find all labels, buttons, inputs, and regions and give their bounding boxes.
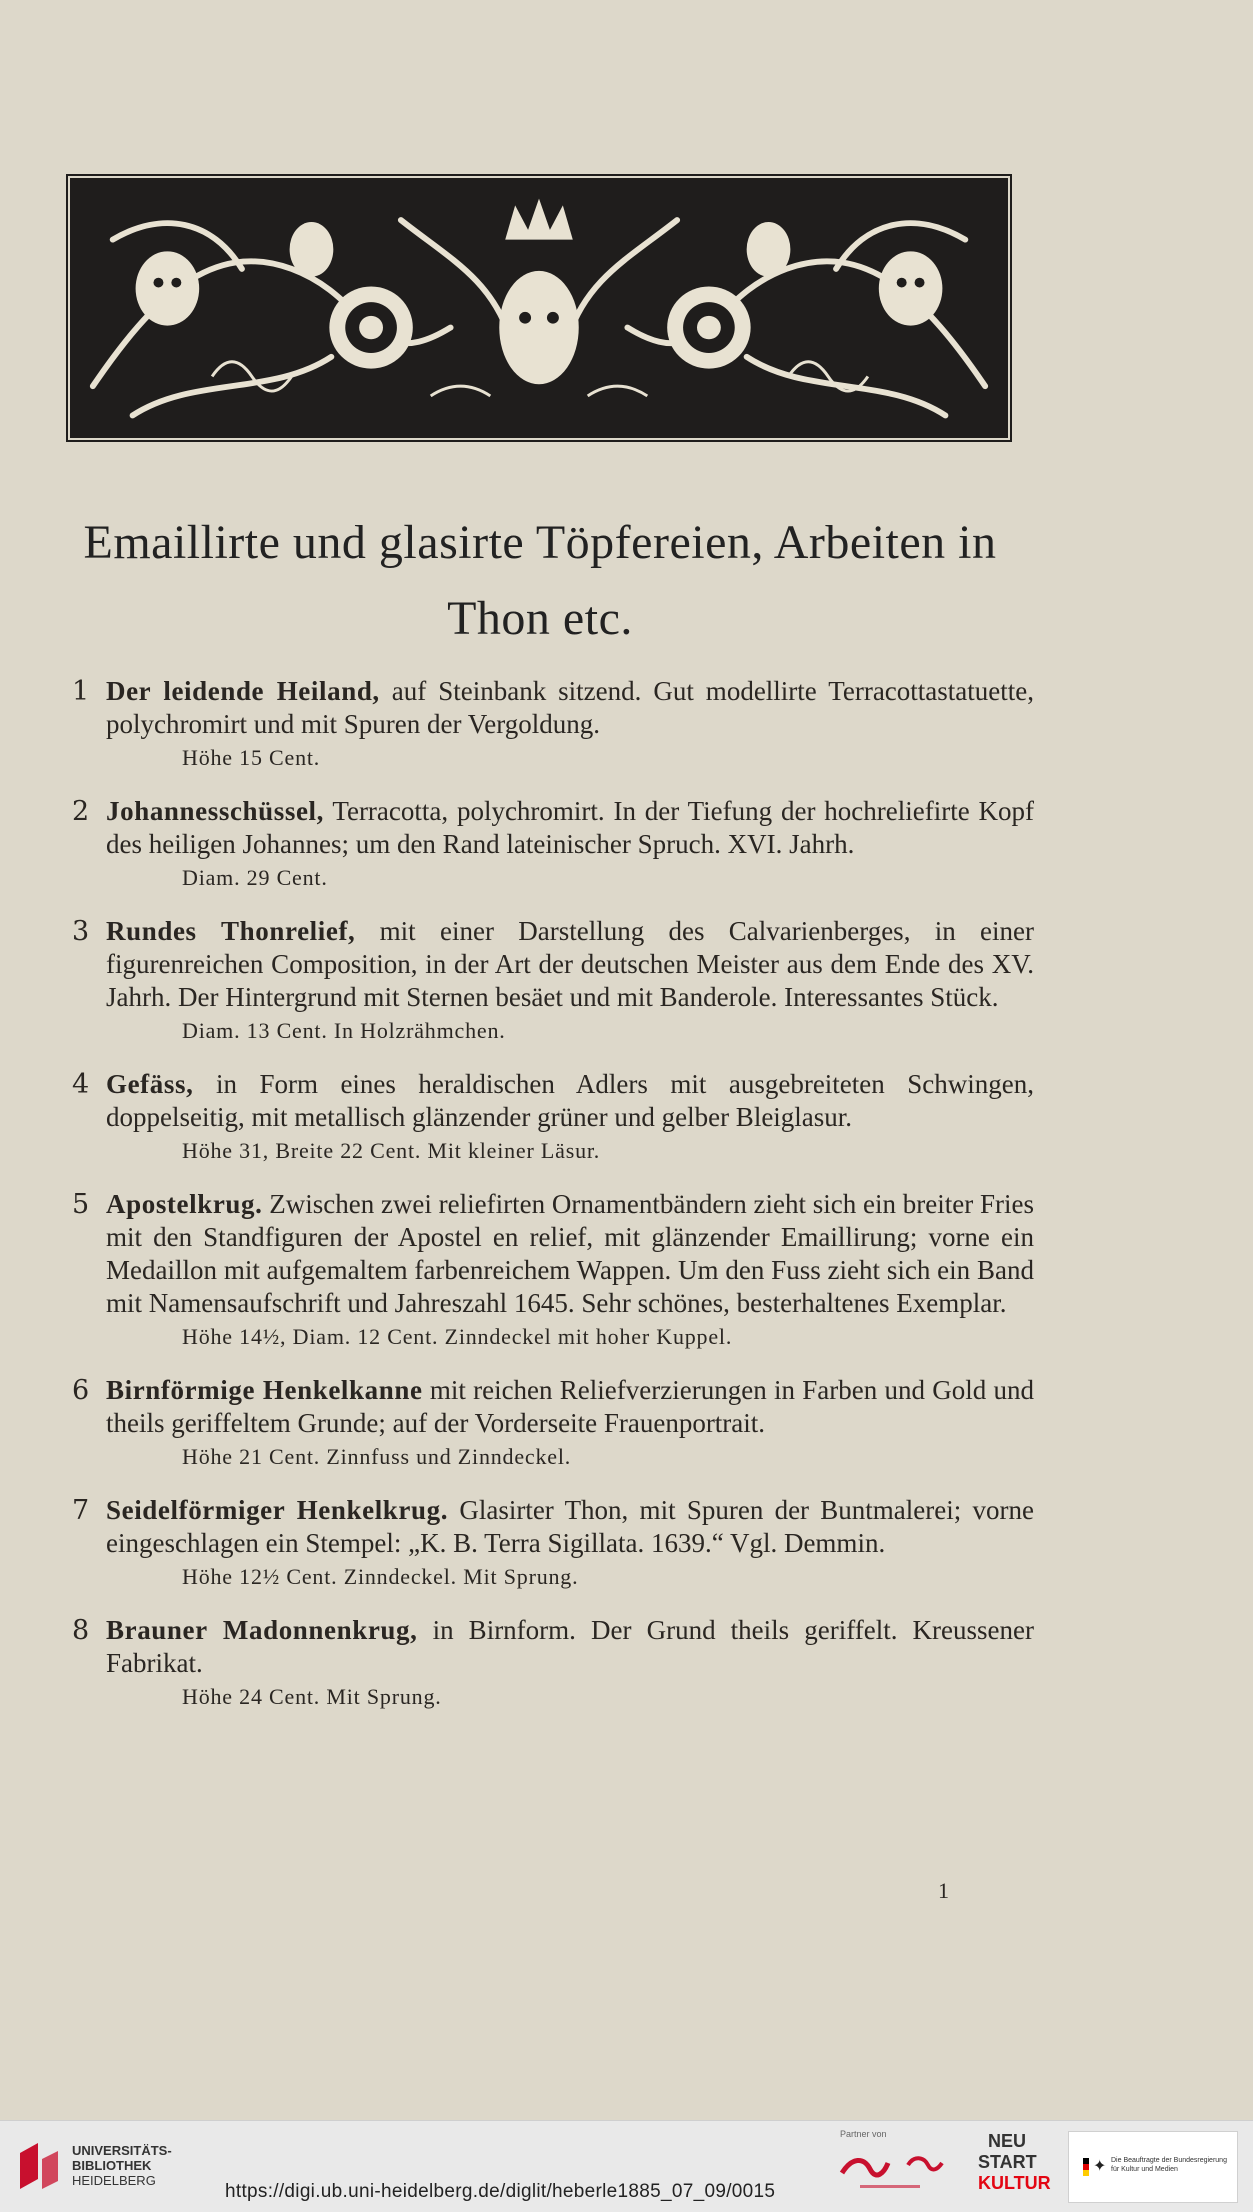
entry-meta: Diam. 13 Cent. In Holzrähmchen.: [182, 1018, 506, 1043]
entry-meta: Höhe 24 Cent. Mit Sprung.: [182, 1684, 442, 1709]
entry-description: [106, 675, 1034, 741]
entry-text: Glasirter Thon, mit Spuren der Buntmalerei; vorne eingeschlagen ein Stempel: „K. B. Terra Sigillata. 1639.“ Vgl. Demmin.: [106, 1495, 1034, 1558]
entry-number: 4: [72, 1069, 90, 1100]
entry-description: [106, 1068, 1034, 1134]
library-name[interactable]: [72, 2143, 172, 2188]
library-name-line-1: UNIVERSITÄTS-: [72, 2143, 172, 2158]
catalogue-entry: [72, 1614, 1034, 1712]
entry-number: 6: [72, 1375, 90, 1406]
catalogue-entry: [72, 1494, 1034, 1592]
library-name-line-2: BIBLIOTHEK: [72, 2158, 152, 2173]
entry-description: [106, 1614, 1034, 1680]
entry-meta: Höhe 14½, Diam. 12 Cent. Zinndeckel mit hoher Kuppel.: [182, 1324, 733, 1349]
neustart-line-2: START: [978, 2152, 1037, 2172]
section-title-line-2: Thon etc.: [447, 592, 633, 645]
viewer-footer: [0, 2120, 1253, 2212]
entry-meta: Höhe 15 Cent.: [182, 745, 321, 770]
german-flag-icon: [1083, 2158, 1089, 2176]
neustart-line-1: NEU: [987, 2131, 1026, 2151]
entry-description: [106, 915, 1034, 1014]
entry-number: 8: [72, 1615, 90, 1646]
partner-label: Partner von: [840, 2129, 887, 2139]
entry-name: Seidelförmiger Henkelkrug.: [106, 1495, 449, 1525]
catalogue-entry: [72, 1374, 1034, 1472]
library-name-line-3: HEIDELBERG: [72, 2173, 156, 2188]
catalogue-entries: [72, 675, 1034, 1734]
entry-description: [106, 1374, 1034, 1440]
entry-number: 5: [72, 1189, 90, 1220]
entry-text: in Form eines heraldischen Adlers mit ausgebreiteten Schwingen, doppelseitig, mit metallisch glänzender grüner und gelber Bleiglasur.: [106, 1069, 1034, 1132]
entry-meta: Diam. 29 Cent.: [182, 865, 328, 890]
entry-text: auf Steinbank sitzend. Gut modellirte Terracottastatuette, polychromirt und mit Spuren der Vergoldung.: [106, 676, 1034, 739]
neustart-line-3: KULTUR: [978, 2173, 1051, 2193]
federal-eagle-icon: ✦: [1093, 2156, 1107, 2175]
entry-text: in Birnform. Der Grund theils geriffelt. Kreussener Fabrikat.: [106, 1615, 1034, 1678]
catalogue-entry: [72, 1188, 1034, 1352]
entry-name: Brauner Madonnenkrug,: [106, 1615, 418, 1645]
entry-name: Johannesschüssel,: [106, 796, 325, 826]
neustart-kultur-logo[interactable]: [978, 2131, 1051, 2203]
entry-name: Apostelkrug.: [106, 1189, 263, 1219]
entry-text: mit einer Darstellung des Calvarienberges, in einer figurenreichen Composition, in der Art der deutschen Meister aus dem Ende des XV. Jahrh. Der Hintergrund mit Sternen besäet und mit Banderole. Interessantes Stück.: [106, 916, 1034, 1012]
ornamental-header-icon: [70, 178, 1008, 438]
section-title-line-1: Emaillirte und glasirte Töpfereien, Arbeiten in: [83, 516, 997, 569]
ub-heidelberg-logo-icon[interactable]: [14, 2139, 64, 2195]
bkm-logo[interactable]: [1068, 2131, 1238, 2203]
entry-name: Gefäss,: [106, 1069, 194, 1099]
entry-text: Zwischen zwei reliefirten Ornamentbändern zieht sich ein breiter Fries mit den Standfiguren der Apostel en relief, mit glänzender Emaillirung; vorne ein Medaillon mit aufgemaltem farbenreichem Wappen. Um den Fuss zieht sich ein Band mit Namensaufschrift und Jahreszahl 1645. Sehr schönes, besterhaltenes Exemplar.: [106, 1189, 1034, 1318]
deutsche-digitale-bibliothek-logo-icon[interactable]: [838, 2143, 948, 2195]
entry-number: 1: [72, 676, 90, 707]
entry-meta: Höhe 12½ Cent. Zinndeckel. Mit Sprung.: [182, 1564, 579, 1589]
catalogue-entry: [72, 1068, 1034, 1166]
entry-description: [106, 1494, 1034, 1560]
entry-name: Rundes Thonrelief,: [106, 916, 356, 946]
catalogue-entry: [72, 915, 1034, 1046]
section-title: [40, 505, 1040, 657]
permalink-url[interactable]: https://digi.ub.uni-heidelberg.de/diglit/heberle1885_07_09/0015: [225, 2181, 776, 2202]
catalogue-entry: [72, 795, 1034, 893]
catalogue-entry: [72, 675, 1034, 773]
entry-text: mit reichen Reliefverzierungen in Farben und Gold und theils geriffeltem Grunde; auf der Vorderseite Frauenportrait.: [106, 1375, 1034, 1438]
entry-description: [106, 1188, 1034, 1320]
entry-number: 3: [72, 916, 90, 947]
page-number: 1: [938, 1878, 949, 1903]
entry-meta: Höhe 21 Cent. Zinnfuss und Zinndeckel.: [182, 1444, 572, 1469]
entry-meta: Höhe 31, Breite 22 Cent. Mit kleiner Läsur.: [182, 1138, 601, 1163]
entry-name: Der leidende Heiland,: [106, 676, 380, 706]
entry-name: Birnförmige Henkelkanne: [106, 1375, 423, 1405]
entry-text: Terracotta, polychromirt. In der Tiefung der hochreliefirte Kopf des heiligen Johannes; um den Rand lateinischer Spruch. XVI. Jahrh.: [106, 796, 1034, 859]
entry-number: 7: [72, 1495, 90, 1526]
entry-description: [106, 795, 1034, 861]
entry-number: 2: [72, 796, 90, 827]
bkm-text: Die Beauftragte der Bundesregierung für Kultur und Medien: [1111, 2157, 1227, 2173]
